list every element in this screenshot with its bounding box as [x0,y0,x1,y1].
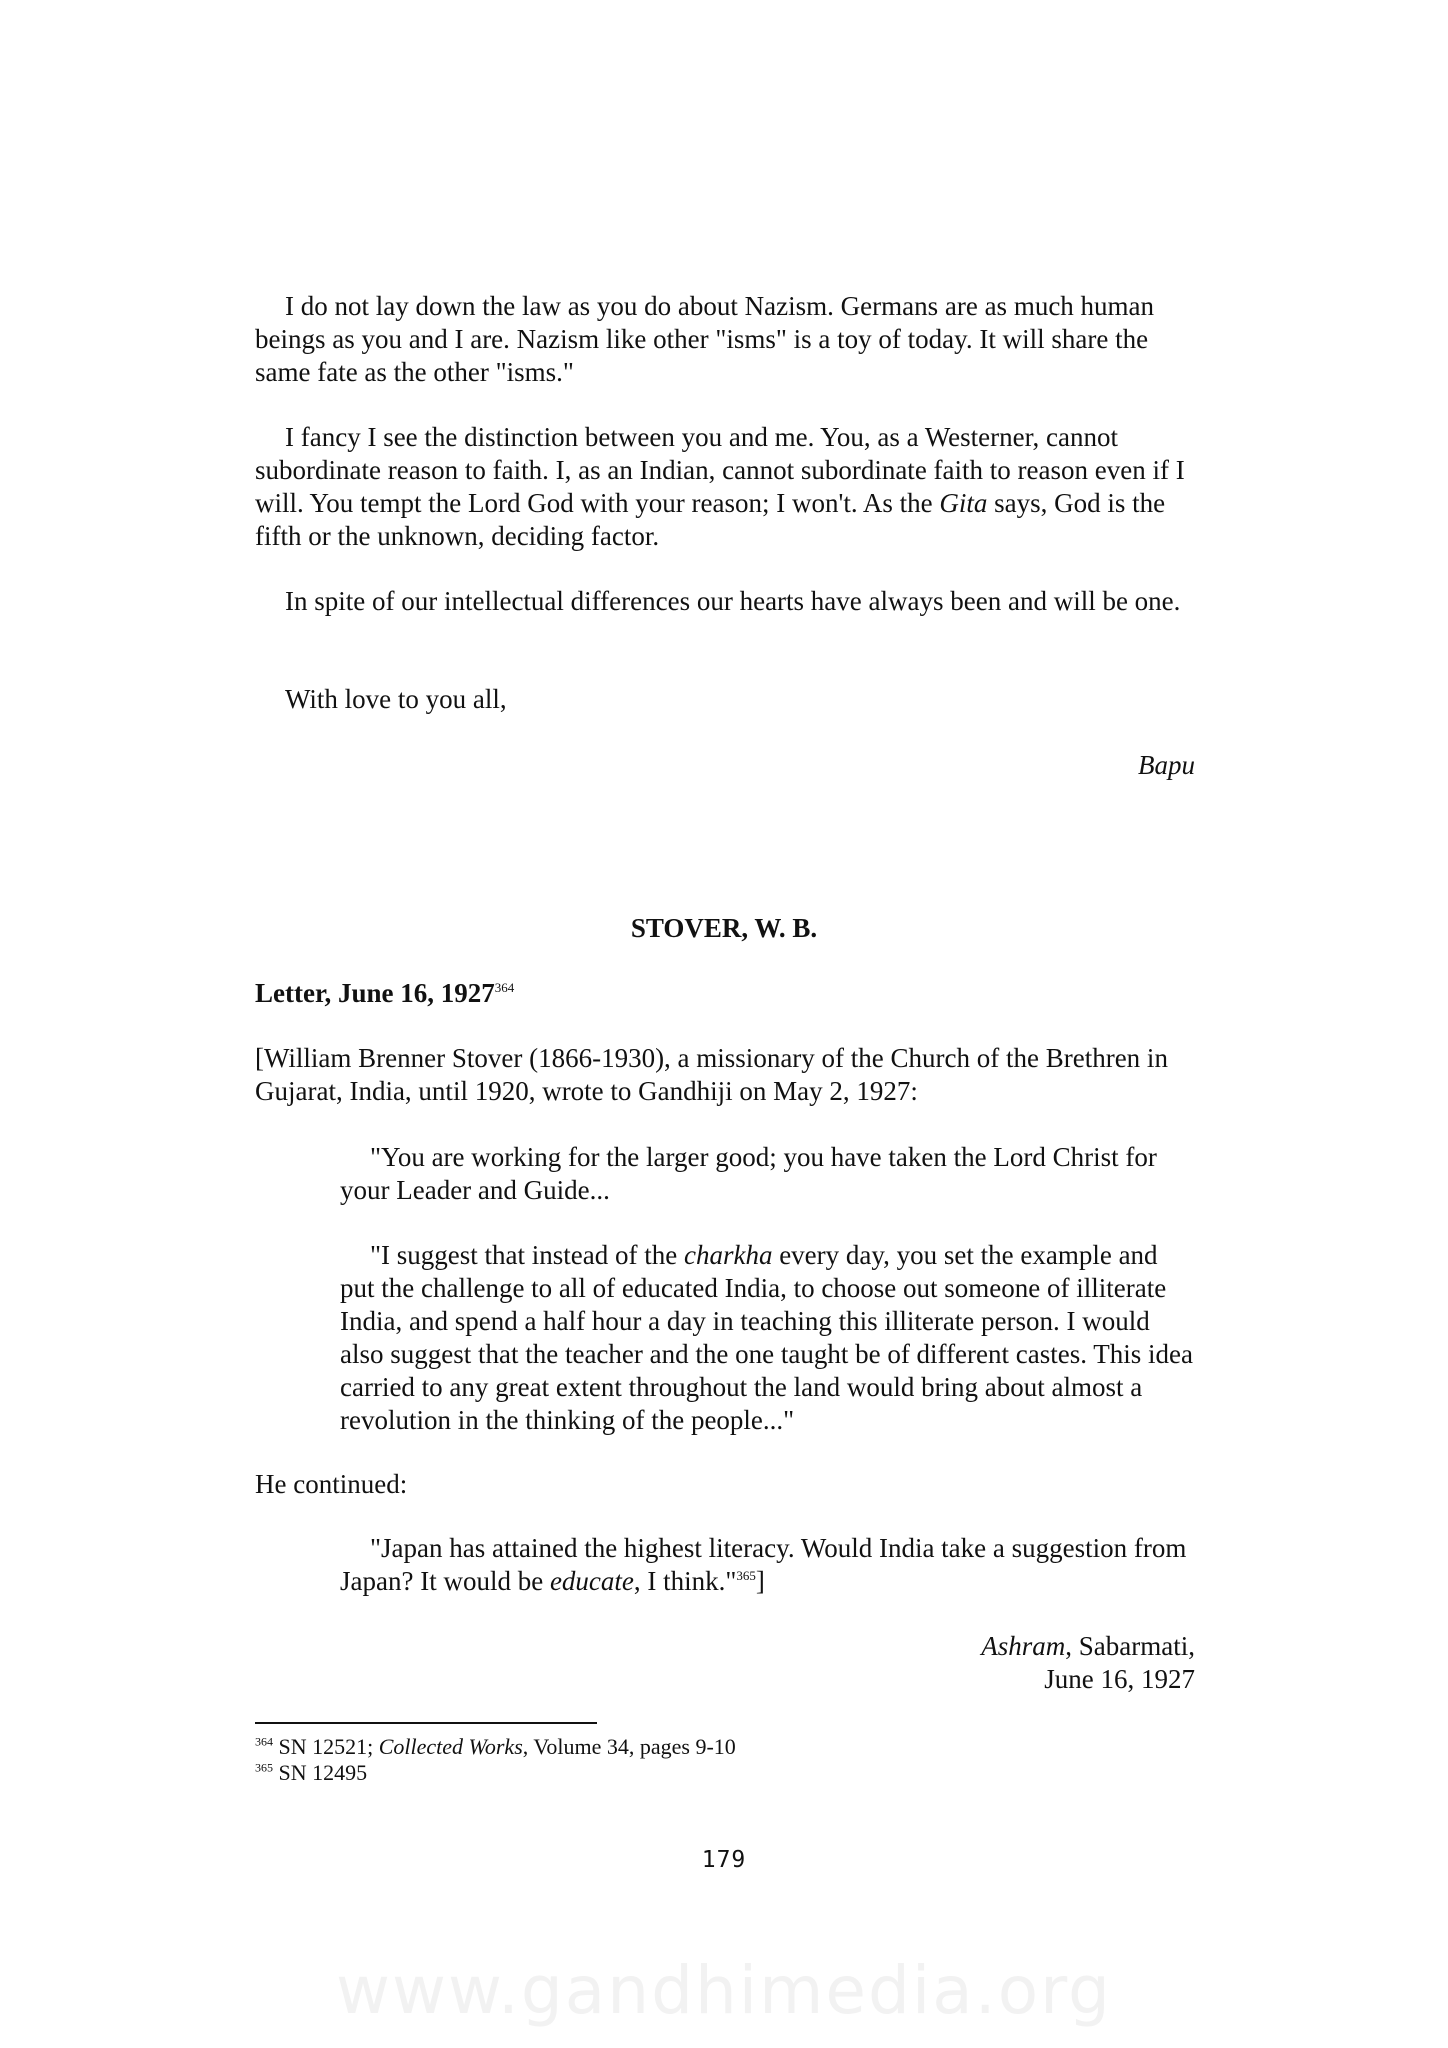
body-paragraph-nazism [255,290,1195,389]
footnote-text: , Volume 34, pages 9-10 [522,1734,736,1759]
footnote-ref: 365 [736,1568,756,1583]
footnote-365 [255,1760,367,1786]
section-heading: STOVER, W. B. [630,913,818,943]
place-text: , Sabarmati, [1065,1631,1195,1661]
italic-term: educate [549,1566,634,1596]
footnote-divider [255,1722,597,1724]
signature-text: Bapu [1138,750,1195,780]
italic-title: Gita [939,488,988,518]
quote-paragraph-3 [340,1532,1195,1598]
paragraph-text: I do not lay down the law as you do about Nazism. Germans are as much human beings as you and I are. Nazism like other "isms" is a toy of today. It will share the same fate as the other "isms." [255,291,1155,387]
quote-text: "Japan has attained the highest literacy. Would India take a suggestion from Japan? It would be [340,1533,1187,1596]
paragraph-text: He continued: [255,1469,408,1499]
date-text: June 16, 1927 [1044,1664,1195,1694]
paragraph-text: [William Brenner Stover (1866-1930), a missionary of the Church of the Brethren in Gujarat, India, until 1920, wrote to Gandhiji on May 2, 1927: [255,1043,1168,1106]
body-paragraph-faith [255,421,1195,553]
italic-term: charkha [683,1240,773,1270]
closing-line [255,683,1195,716]
footnote-text: SN 12495 [278,1760,368,1785]
quote-paragraph-2 [340,1239,1195,1437]
watermark: www.gandhimedia.org [336,1952,1112,2029]
paragraph-text: In spite of our intellectual differences our hearts have always been and will be one. [285,586,1181,616]
bracket-close: ] [755,1566,765,1596]
date-line [1044,1663,1195,1696]
closing-text: With love to you all, [285,684,507,714]
footnote-number: 365 [255,1760,273,1775]
letter-subheading [255,977,514,1010]
signature [1138,749,1195,782]
quote-paragraph-1 [340,1141,1195,1207]
footnote-italic: Collected Works [378,1734,523,1759]
paragraph-text: I fancy I see the distinction between you and me. You, as a Westerner, cannot subordinate reason to faith. I, as an Indian, cannot subordinate faith to reason even if I will. You tempt the Lord God with your reason; I won't. As the [255,422,1185,518]
quote-text: "I suggest that instead of the [370,1240,684,1270]
place-italic: Ashram [981,1631,1066,1661]
place-line [981,1630,1195,1663]
page-number: 179 [701,1847,747,1873]
body-paragraph-hearts [255,585,1195,618]
continued-line [255,1468,1195,1501]
footnote-text: SN 12521; [278,1734,379,1759]
footnote-number: 364 [255,1734,273,1749]
subheading-text: Letter, June 16, 1927 [255,978,495,1008]
intro-paragraph [255,1042,1195,1108]
footnote-ref: 364 [494,980,515,995]
quote-text: , I think." [633,1566,737,1596]
paragraph-text: says, God is the fifth or the unknown, deciding factor. [255,488,1166,551]
footnote-364 [255,1734,736,1760]
quote-text: every day, you set the example and put the challenge to all of educated India, to choose out someone of illiterate India, and spend a half hour a day in teaching this illiterate person. I would also suggest that the teacher and the one taught be of different castes. This idea carried to any great extent throughout the land would bring about almost a revolution in the thinking of the people..." [340,1240,1193,1435]
quote-text: "You are working for the larger good; you have taken the Lord Christ for your Leader and Guide... [340,1142,1157,1205]
